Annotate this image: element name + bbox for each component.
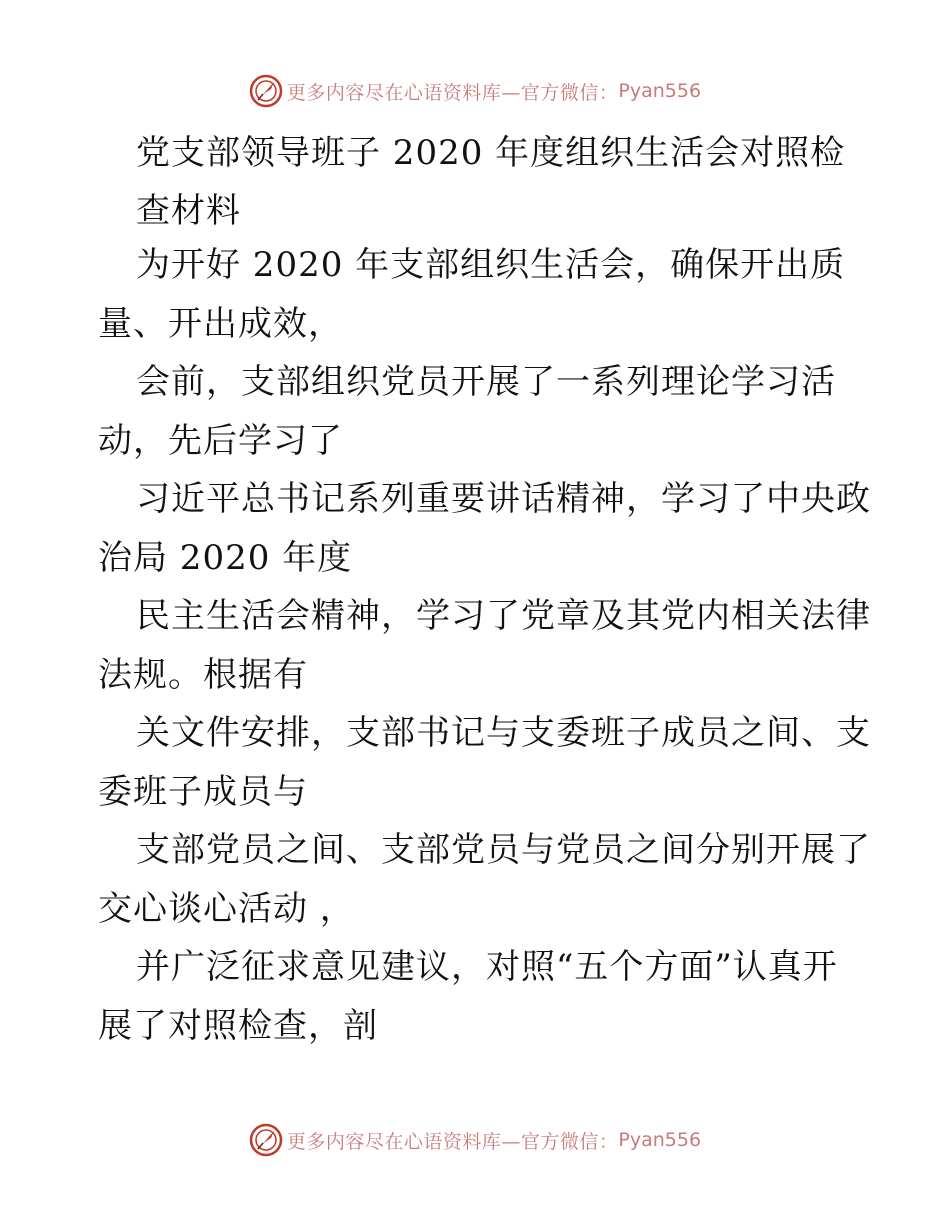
paragraph-line: 习近平总书记系列重要讲话精神，学习了中央政 [136,479,871,519]
paragraph-line: 关文件安排，支部书记与支委班子成员之间、支 [136,713,871,753]
paragraph-line: 治局 2020 年度 [98,537,353,578]
document-body [98,236,878,1055]
paragraph-line: 支部党员之间、支部党员与党员之间分别开展了 [136,830,871,870]
paragraph-line: 量、开出成效， [98,303,343,344]
quill-logo-icon [249,74,283,108]
title-line: 查材料 [136,191,241,231]
watermark-footer [0,1120,950,1160]
paragraph-line: 交心谈心活动 ， [98,888,355,929]
paragraph-line: 委班子成员与 [98,771,308,812]
watermark-header [0,71,950,111]
paragraph-line: 展了对照检查，剖 [98,1005,378,1046]
paragraph-line: 并广泛征求意见建议，对照“五个方面”认真开 [136,947,838,987]
paragraph-line: 会前，支部组织党员开展了一系列理论学习活 [136,362,836,402]
paragraph-line: 法规。根据有 [98,654,308,695]
watermark-text: 更多内容尽在心语资料库—官方微信： [286,81,619,104]
watermark-text: 更多内容尽在心语资料库—官方微信： [286,1130,619,1153]
paragraph-line: 民主生活会精神，学习了党章及其党内相关法律 [136,596,871,636]
page-title [98,124,878,240]
title-line: 党支部领导班子 2020 年度组织生活会对照检 [136,133,846,173]
watermark-wechat-id: Pyan556 [618,1129,702,1151]
paragraph-line: 为开好 2020 年支部组织生活会，确保开出质 [136,245,846,285]
watermark-wechat-id: Pyan556 [618,80,702,102]
quill-logo-icon [249,1123,283,1157]
paragraph-line: 动，先后学习了 [98,420,343,461]
